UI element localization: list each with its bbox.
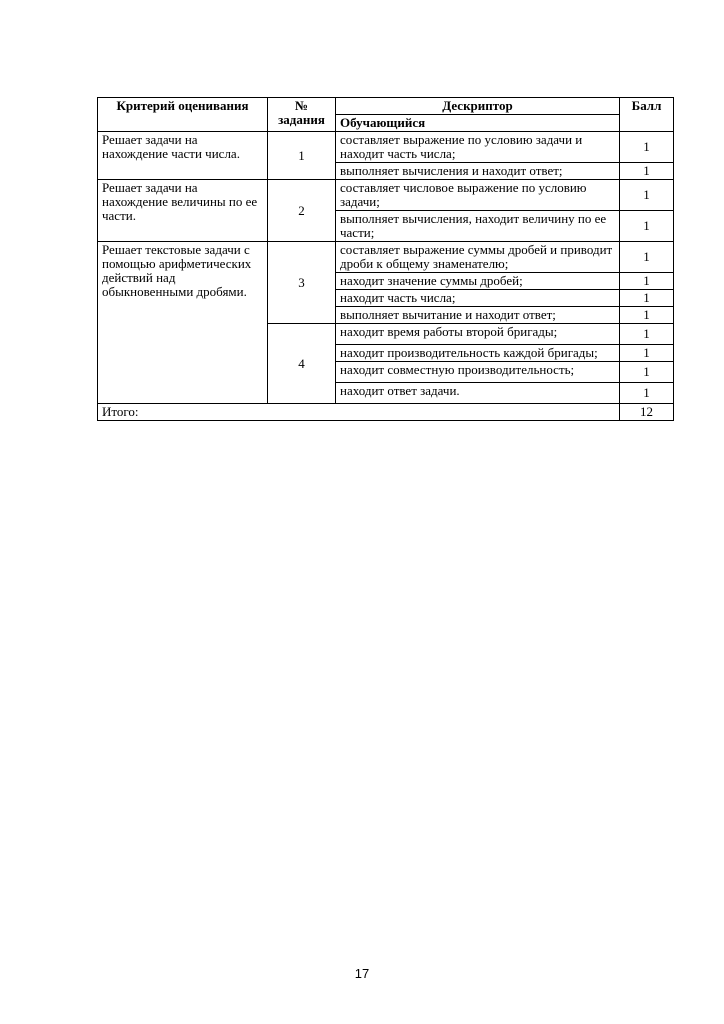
- score-cell: 1: [620, 132, 674, 163]
- header-criterion: Критерий оценивания: [98, 98, 268, 132]
- score-cell: 1: [620, 290, 674, 307]
- descriptor-cell: выполняет вычисления, находит величину по ее части;: [336, 211, 620, 242]
- table-row: [98, 132, 674, 163]
- descriptor-cell: находит значение суммы дробей;: [336, 273, 620, 290]
- score-cell: 1: [620, 307, 674, 324]
- task-number-cell: 1: [268, 132, 336, 180]
- criterion-cell: Решает текстовые задачи с помощью арифметических действий над обыкновенными дробями.: [98, 242, 268, 404]
- task-number-cell: 2: [268, 180, 336, 242]
- table-row: [98, 242, 674, 273]
- header-score: Балл: [620, 98, 674, 132]
- total-row: [98, 404, 674, 421]
- table-row: [98, 180, 674, 211]
- score-cell: 1: [620, 242, 674, 273]
- score-cell: 1: [620, 345, 674, 362]
- descriptor-cell: выполняет вычисления и находит ответ;: [336, 163, 620, 180]
- criterion-cell: Решает задачи на нахождение величины по ее части.: [98, 180, 268, 242]
- score-cell: 1: [620, 211, 674, 242]
- descriptor-cell: находит производительность каждой бригады;: [336, 345, 620, 362]
- assessment-rubric-table: [97, 97, 674, 421]
- header-descriptor: Дескриптор: [336, 98, 620, 115]
- descriptor-cell: составляет выражение суммы дробей и приводит дроби к общему знаменателю;: [336, 242, 620, 273]
- task-number-cell: 3: [268, 242, 336, 324]
- header-task-number-word: задания: [278, 112, 325, 127]
- descriptor-cell: выполняет вычитание и находит ответ;: [336, 307, 620, 324]
- descriptor-cell: находит часть числа;: [336, 290, 620, 307]
- total-value: 12: [620, 404, 674, 421]
- page-number: 17: [354, 966, 370, 981]
- header-row: [98, 98, 674, 115]
- descriptor-cell: находит время работы второй бригады;: [336, 324, 620, 345]
- score-cell: 1: [620, 383, 674, 404]
- header-task-number-sign: №: [294, 98, 309, 113]
- score-cell: 1: [620, 362, 674, 383]
- task-number-cell: 4: [268, 324, 336, 404]
- score-cell: 1: [620, 180, 674, 211]
- score-cell: 1: [620, 273, 674, 290]
- score-cell: 1: [620, 324, 674, 345]
- header-task-number: [268, 98, 336, 132]
- total-label: Итого:: [98, 404, 620, 421]
- descriptor-cell: находит совместную производительность;: [336, 362, 620, 383]
- descriptor-cell: находит ответ задачи.: [336, 383, 620, 404]
- criterion-cell: Решает задачи на нахождение части числа.: [98, 132, 268, 180]
- descriptor-cell: составляет числовое выражение по условию задачи;: [336, 180, 620, 211]
- header-learner: Обучающийся: [336, 115, 620, 132]
- descriptor-cell: составляет выражение по условию задачи и находит часть числа;: [336, 132, 620, 163]
- score-cell: 1: [620, 163, 674, 180]
